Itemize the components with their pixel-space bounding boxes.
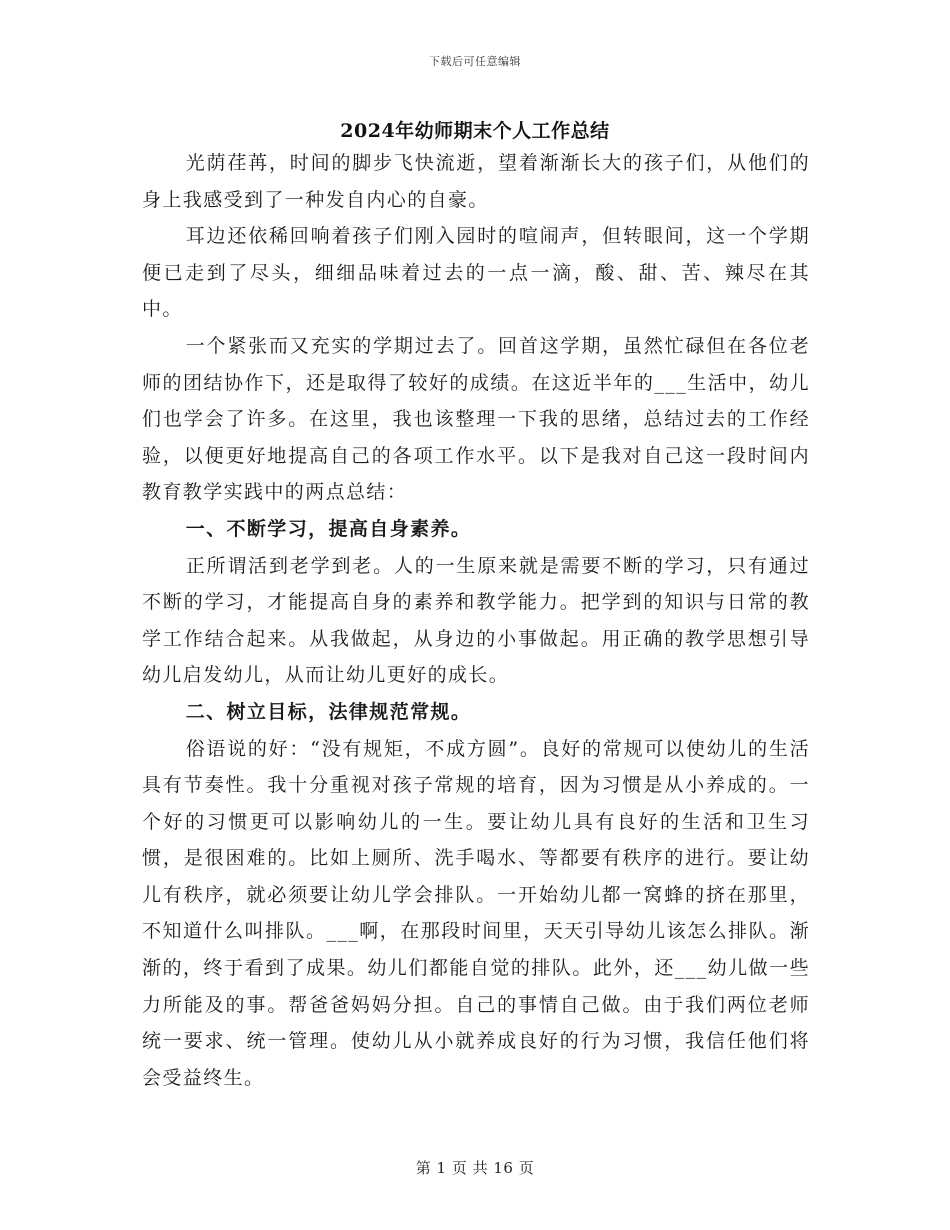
paragraph-section-2: 俗语说的好：“没有规矩，不成方圆”。良好的常规可以使幼儿的生活具有节奏性。我十分重视对孩子常规的培育，因为习惯是从小养成的。一个好的习惯更可以影响幼儿的一生。要让幼儿具有良好的生活和卫生习惯，是很困难的。比如上厕所、洗手喝水、等都要有秩序的进行。要让幼儿有秩序，就必须要让幼儿学会排队。一开始幼儿都一窝蜂的挤在那里，不知道什么叫排队。___啊，在那段时间里，天天引导幼儿该怎么排队。渐渐的，终于看到了成果。幼儿们都能自觉的排队。此外，还___幼儿做一些力所能及的事。帮爸爸妈妈分担。自己的事情自己做。由于我们两位老师统一要求、统一管理。使幼儿从小就养成良好的行为习惯，我信任他们将会受益终生。 (142, 737, 810, 1089)
paragraph-overview: 一个紧张而又充实的学期过去了。回首这学期，虽然忙碌但在各位老师的团结协作下，还是取得了较好的成绩。在这近半年的___生活中，幼儿们也学会了许多。在这里，我也该整理一下我的思绪，总结过去的工作经验，以便更好地提高自己的各项工作水平。以下是我对自己这一段时间内教育教学实践中的两点总结： (142, 334, 810, 504)
section-heading-1: 一、不断学习，提高自身素养。 (185, 517, 472, 540)
document-body (142, 145, 810, 1096)
document-title: 2024年幼师期末个人工作总结 (340, 120, 610, 142)
paragraph-reflection: 耳边还依稀回响着孩子们刚入园时的喧闹声，但转眼间，这一个学期便已走到了尽头，细细品味着过去的一点一滴，酸、甜、苦、辣尽在其中。 (142, 225, 810, 321)
paragraph-intro: 光荫荏苒，时间的脚步飞快流逝，望着渐渐长大的孩子们，从他们的身上我感受到了一种发自内心的自豪。 (142, 152, 810, 211)
paragraph-section-1: 正所谓活到老学到老。人的一生原来就是需要不断的学习，只有通过不断的学习，才能提高自身的素养和教学能力。把学到的知识与日常的教学工作结合起来。从我做起，从身边的小事做起。用正确的教学思想引导幼儿启发幼儿，从而让幼儿更好的成长。 (142, 554, 810, 687)
page-footer: 第 1 页 共 16 页 (415, 1159, 535, 1177)
section-heading-2: 二、树立目标，法律规范常规。 (185, 700, 472, 723)
header-note: 下载后可任意编辑 (429, 55, 521, 68)
